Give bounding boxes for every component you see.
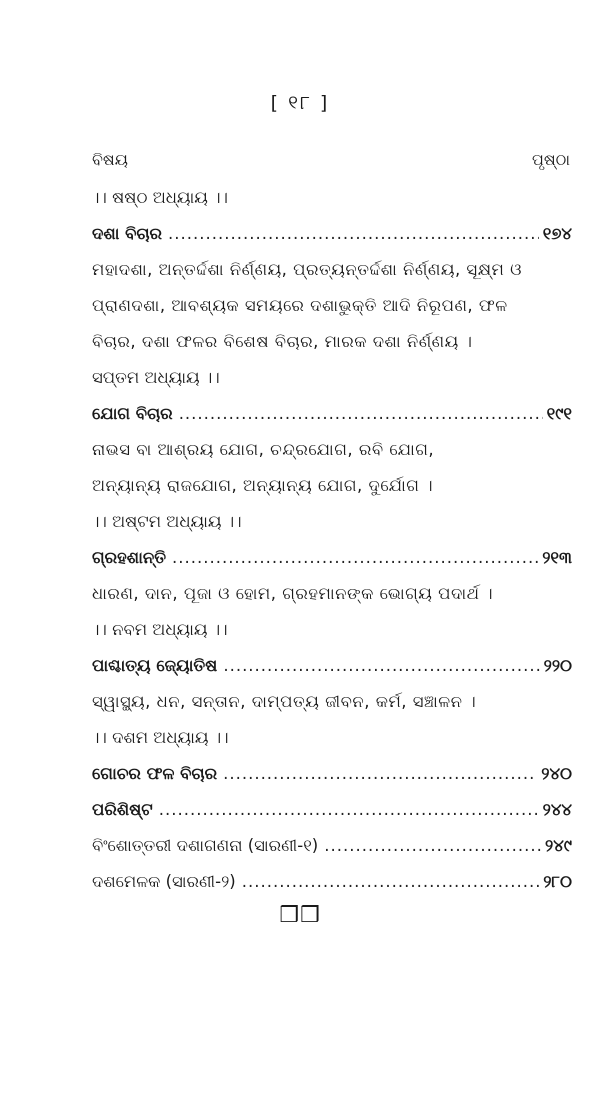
chapter-heading: ।। ଷଷ୍ଠ ଅଧ୍ୟାୟ ।। — [92, 188, 228, 207]
dot-leader — [223, 756, 537, 792]
entry-description: ଧାରଣ, ଦାନ, ପୂଜା ଓ ହୋମ, ଗ୍ରହମାନଙ୍କ ଭୋଗ୍ୟ ପଦାର୍ଥ । — [92, 584, 494, 603]
dot-leader — [168, 216, 539, 252]
entry-description: ଅନ୍ୟାନ୍ୟ ରାଜଯୋଗ, ଅନ୍ୟାନ୍ୟ ଯୋଗ, ଦୁର୍ଯୋଗ । — [92, 476, 434, 495]
entry-title: ଦଶା ବିଚାର — [92, 224, 163, 243]
page-column-header: ପୃଷ୍ଠା — [531, 150, 570, 169]
subject-column-header: ବିଷୟ — [92, 150, 128, 169]
toc-entry[interactable] — [92, 648, 572, 684]
entry-title: ଗୋଚର ଫଳ ବିଚାର — [92, 764, 218, 783]
dot-leader — [179, 396, 543, 432]
dot-leader — [242, 864, 539, 900]
entry-title: ଯୋଗ ବିଚାର — [92, 404, 173, 423]
entry-description: ମହାଦଶା, ଅନ୍ତର୍ଦ୍ଦଶା ନିର୍ଣ୍ଣୟ, ପ୍ରତ୍ୟନ୍ତର୍ଦ୍ଦଶା ନିର୍ଣ୍ଣୟ, ସୂକ୍ଷ୍ମ ଓ — [92, 260, 522, 279]
entry-description: ସ୍ୱାସ୍ଥ୍ୟ, ଧନ, ସନ୍ତାନ, ଦାମ୍ପତ୍ୟ ଜୀବନ, କର୍ମ, ସଞ୍ଚାଳନ । — [92, 692, 477, 711]
toc-entry[interactable] — [92, 540, 572, 576]
entry-title: ପରିଶିଷ୍ଟ — [92, 800, 153, 819]
entry-title: ଦଶମେଳକ (ସାରଣୀ-୨) — [92, 872, 236, 891]
entry-description: ପ୍ରାଣଦଶା, ଆବଶ୍ୟକ ସମୟରେ ଦଶାଭୁକ୍ତି ଆଦି ନିରୂପଣ, ଫଳ — [92, 296, 508, 315]
chapter-heading: ।। ଅଷ୍ଟମ ଅଧ୍ୟାୟ ।। — [92, 512, 242, 531]
entry-title: ଗ୍ରହଶାନ୍ତି — [92, 548, 166, 567]
entry-title: ବିଂଶୋତ୍ତରୀ ଦଶାଗଣନା (ସାରଣୀ-୧) — [92, 836, 319, 855]
entry-page: ୨୧୩ — [542, 548, 572, 567]
entry-page: ୨୪୪ — [542, 800, 572, 819]
entry-page: ୧୭୪ — [542, 224, 572, 243]
entry-page: ୨୪୯ — [545, 836, 572, 855]
toc-entry[interactable] — [92, 792, 572, 828]
entry-description: ନାଭସ ବା ଆଶ୍ରୟ ଯୋଗ, ଚନ୍ଦ୍ରଯୋଗ, ରବି ଯୋଗ, — [92, 440, 435, 459]
chapter-heading: ।। ଦଶମ ଅଧ୍ୟାୟ ।। — [92, 728, 229, 747]
table-of-contents — [92, 180, 572, 900]
entry-description: ବିଚାର, ଦଶା ଫଳର ବିଶେଷ ବିଚାର, ମାରକ ଦଶା ନିର୍ଣ୍ଣୟ । — [92, 332, 473, 351]
dot-leader — [324, 828, 541, 864]
entry-title: ପାଶ୍ଚାତ୍ୟ ଜ୍ୟୋତିଷ — [92, 656, 218, 675]
page-number: [ ୧୮ ] — [270, 92, 330, 114]
dot-leader — [172, 540, 538, 576]
end-of-section-mark: ❒❒ — [279, 903, 321, 928]
dot-leader — [159, 792, 539, 828]
entry-page: ୧୯୧ — [546, 404, 572, 423]
toc-entry[interactable] — [92, 396, 572, 432]
toc-entry[interactable] — [92, 756, 572, 792]
entry-page: ୨୨୦ — [543, 656, 572, 675]
dot-leader — [223, 648, 539, 684]
chapter-heading: ।। ନବମ ଅଧ୍ୟାୟ ।। — [92, 620, 228, 639]
toc-entry[interactable] — [92, 216, 572, 252]
entry-page: ୨୪୦ — [541, 764, 572, 783]
toc-entry[interactable] — [92, 864, 572, 900]
toc-entry[interactable] — [92, 828, 572, 864]
entry-page: ୨୮୦ — [543, 872, 572, 891]
chapter-heading: ସପ୍ତମ ଅଧ୍ୟାୟ ।। — [92, 368, 220, 387]
